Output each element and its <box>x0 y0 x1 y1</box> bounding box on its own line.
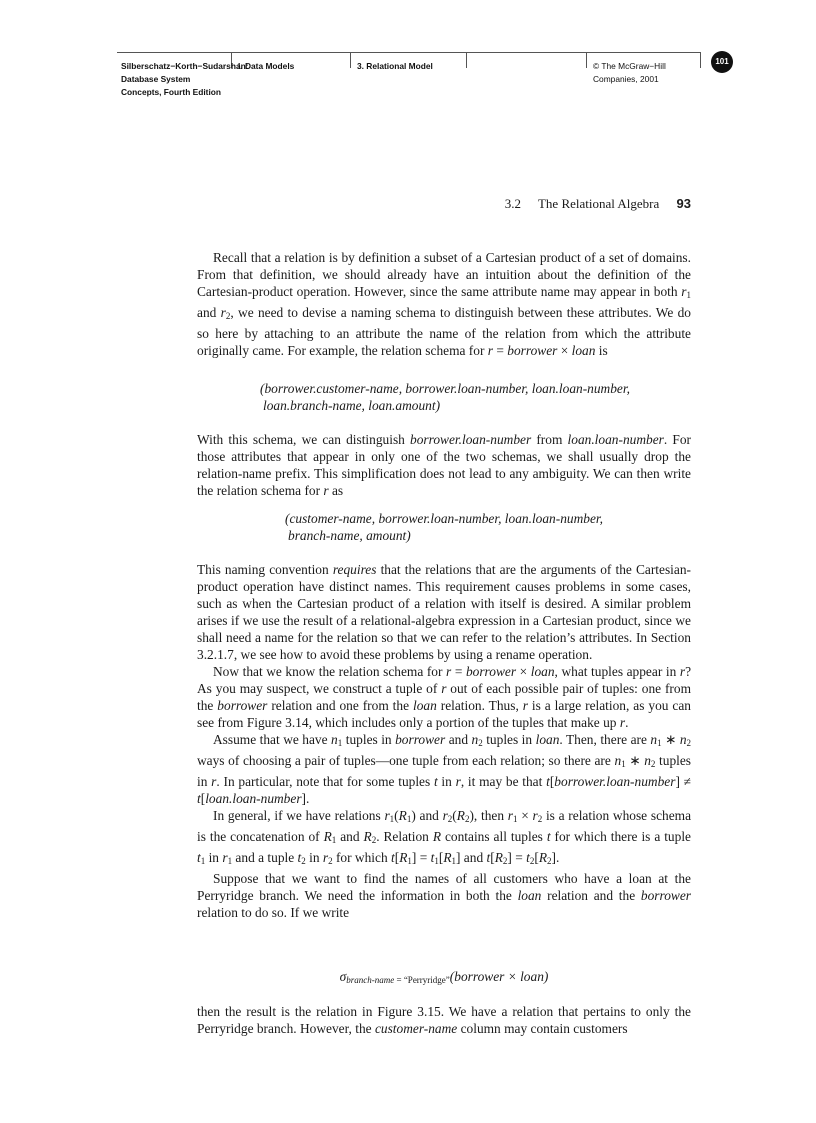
header-chapter: 3. Relational Model <box>357 61 433 71</box>
header-authors: Silberschatz−Korth−Sudarshan: Database System Concepts, Fourth Edition <box>121 61 249 97</box>
paragraph: Recall that a relation is by definition a subset of a Cartesian product of a set of domains. From that definition, we should already have an intuition about the definition of the Cartesian-product operation. However, since the same attribute name may appear in both $r_1$ and $r_2$, we need to devise a naming schema to distinguish between these attributes. We do so here by attaching to an attribute the name of the relation from which the attribute originally came. For example, the relation schema for r = borrower × loan is <box>197 250 691 358</box>
section-title: The Relational Algebra <box>537 196 660 211</box>
header-part: I. Data Models <box>238 61 295 71</box>
running-head <box>420 196 691 212</box>
schema-display: (borrower.customer-name, borrower.loan-number, loan.loan-number, loan.branch-name, loan.amount) <box>260 381 630 413</box>
header-rule <box>117 52 700 53</box>
page-number-badge: 101 <box>711 51 733 73</box>
paragraph: This naming convention requires that the relations that are the arguments of the Cartesian-product operation have distinct names. This requirement causes problems in some cases, such as when the Cartesian product of a relation with itself is desired. A similar problem arises if we use the result of a relational-algebra expression in a Cartesian product, since we shall need a name for the relation so that we can refer to the relation’s attributes. In Section 3.2.1.7, we see how to avoid these problems by using a rename operation. Now that we know the relation schema for r = borrower × loan, what tuples appear in r? As you may suspect, we construct a tuple of r out of each possible pair of tuples: one from the borrower relation and one from the loan relation. Thus, r is a large relation, as you can see from Figure 3.14, which includes only a portion of the tuples that make up r. Assume that we have $n_1$ tuples in borrower and $n_2$ tuples in loan. Then, there are $n_1$ ∗ $n_2$ ways of choosing a pair of tuples—one tuple from each relation; so there are $n_1$ ∗ $n_2$ tuples in r. In particular, note that for some tuples t in r, it may be that t[borrower.loan-number] ≠ t[loan.loan-number]. In general, if we have relations $r_1(R_1)$ and $r_2(R_2)$, then $r_1 \times r_2$ is a relation whose schema is the concatenation of $R_1$ and $R_2$. Relation R contains all tuples t for which there is a tuple $t_1$ in $r_1$ and a tuple $t_2$ in $r_2$ for which $t[R_1] = t_1[R_1]$ and $t[R_2] = t_2[R_2]$. Suppose that we want to find the names of all customers who have a loan at the Perryridge branch. We need the information in both the loan relation and the borrower relation to do so. If we write <box>197 562 692 920</box>
paragraph: With this schema, we can distinguish borrower.loan-number from loan.loan-number. For those attributes that appear in only one of the two schemas, we shall usually drop the relation-name prefix. This simplification does not lead to any ambiguity. We can then write the relation schema for r as <box>197 432 691 498</box>
formula-arguments: (borrower × loan) <box>449 969 549 984</box>
schema-display: (customer-name, borrower.loan-number, loan.loan-number, branch-name, amount) <box>285 511 603 543</box>
selection-formula: $\sigma_{branch-name = “Perryridge”}(borrower$ × loan) <box>339 969 549 985</box>
header-divider <box>466 52 467 68</box>
section-number: 3.2 <box>504 196 521 211</box>
page-number: 93 <box>676 196 691 211</box>
sigma-symbol: σ <box>339 969 347 984</box>
header-copyright: © The McGraw−Hill Companies, 2001 <box>593 61 666 84</box>
header-divider <box>350 52 351 68</box>
header-divider <box>700 52 701 68</box>
paragraph: then the result is the relation in Figure 3.15. We have a relation that pertains to only the Perryridge branch. However, the customer-name column may contain customers <box>197 1004 691 1036</box>
header-divider <box>586 52 587 68</box>
